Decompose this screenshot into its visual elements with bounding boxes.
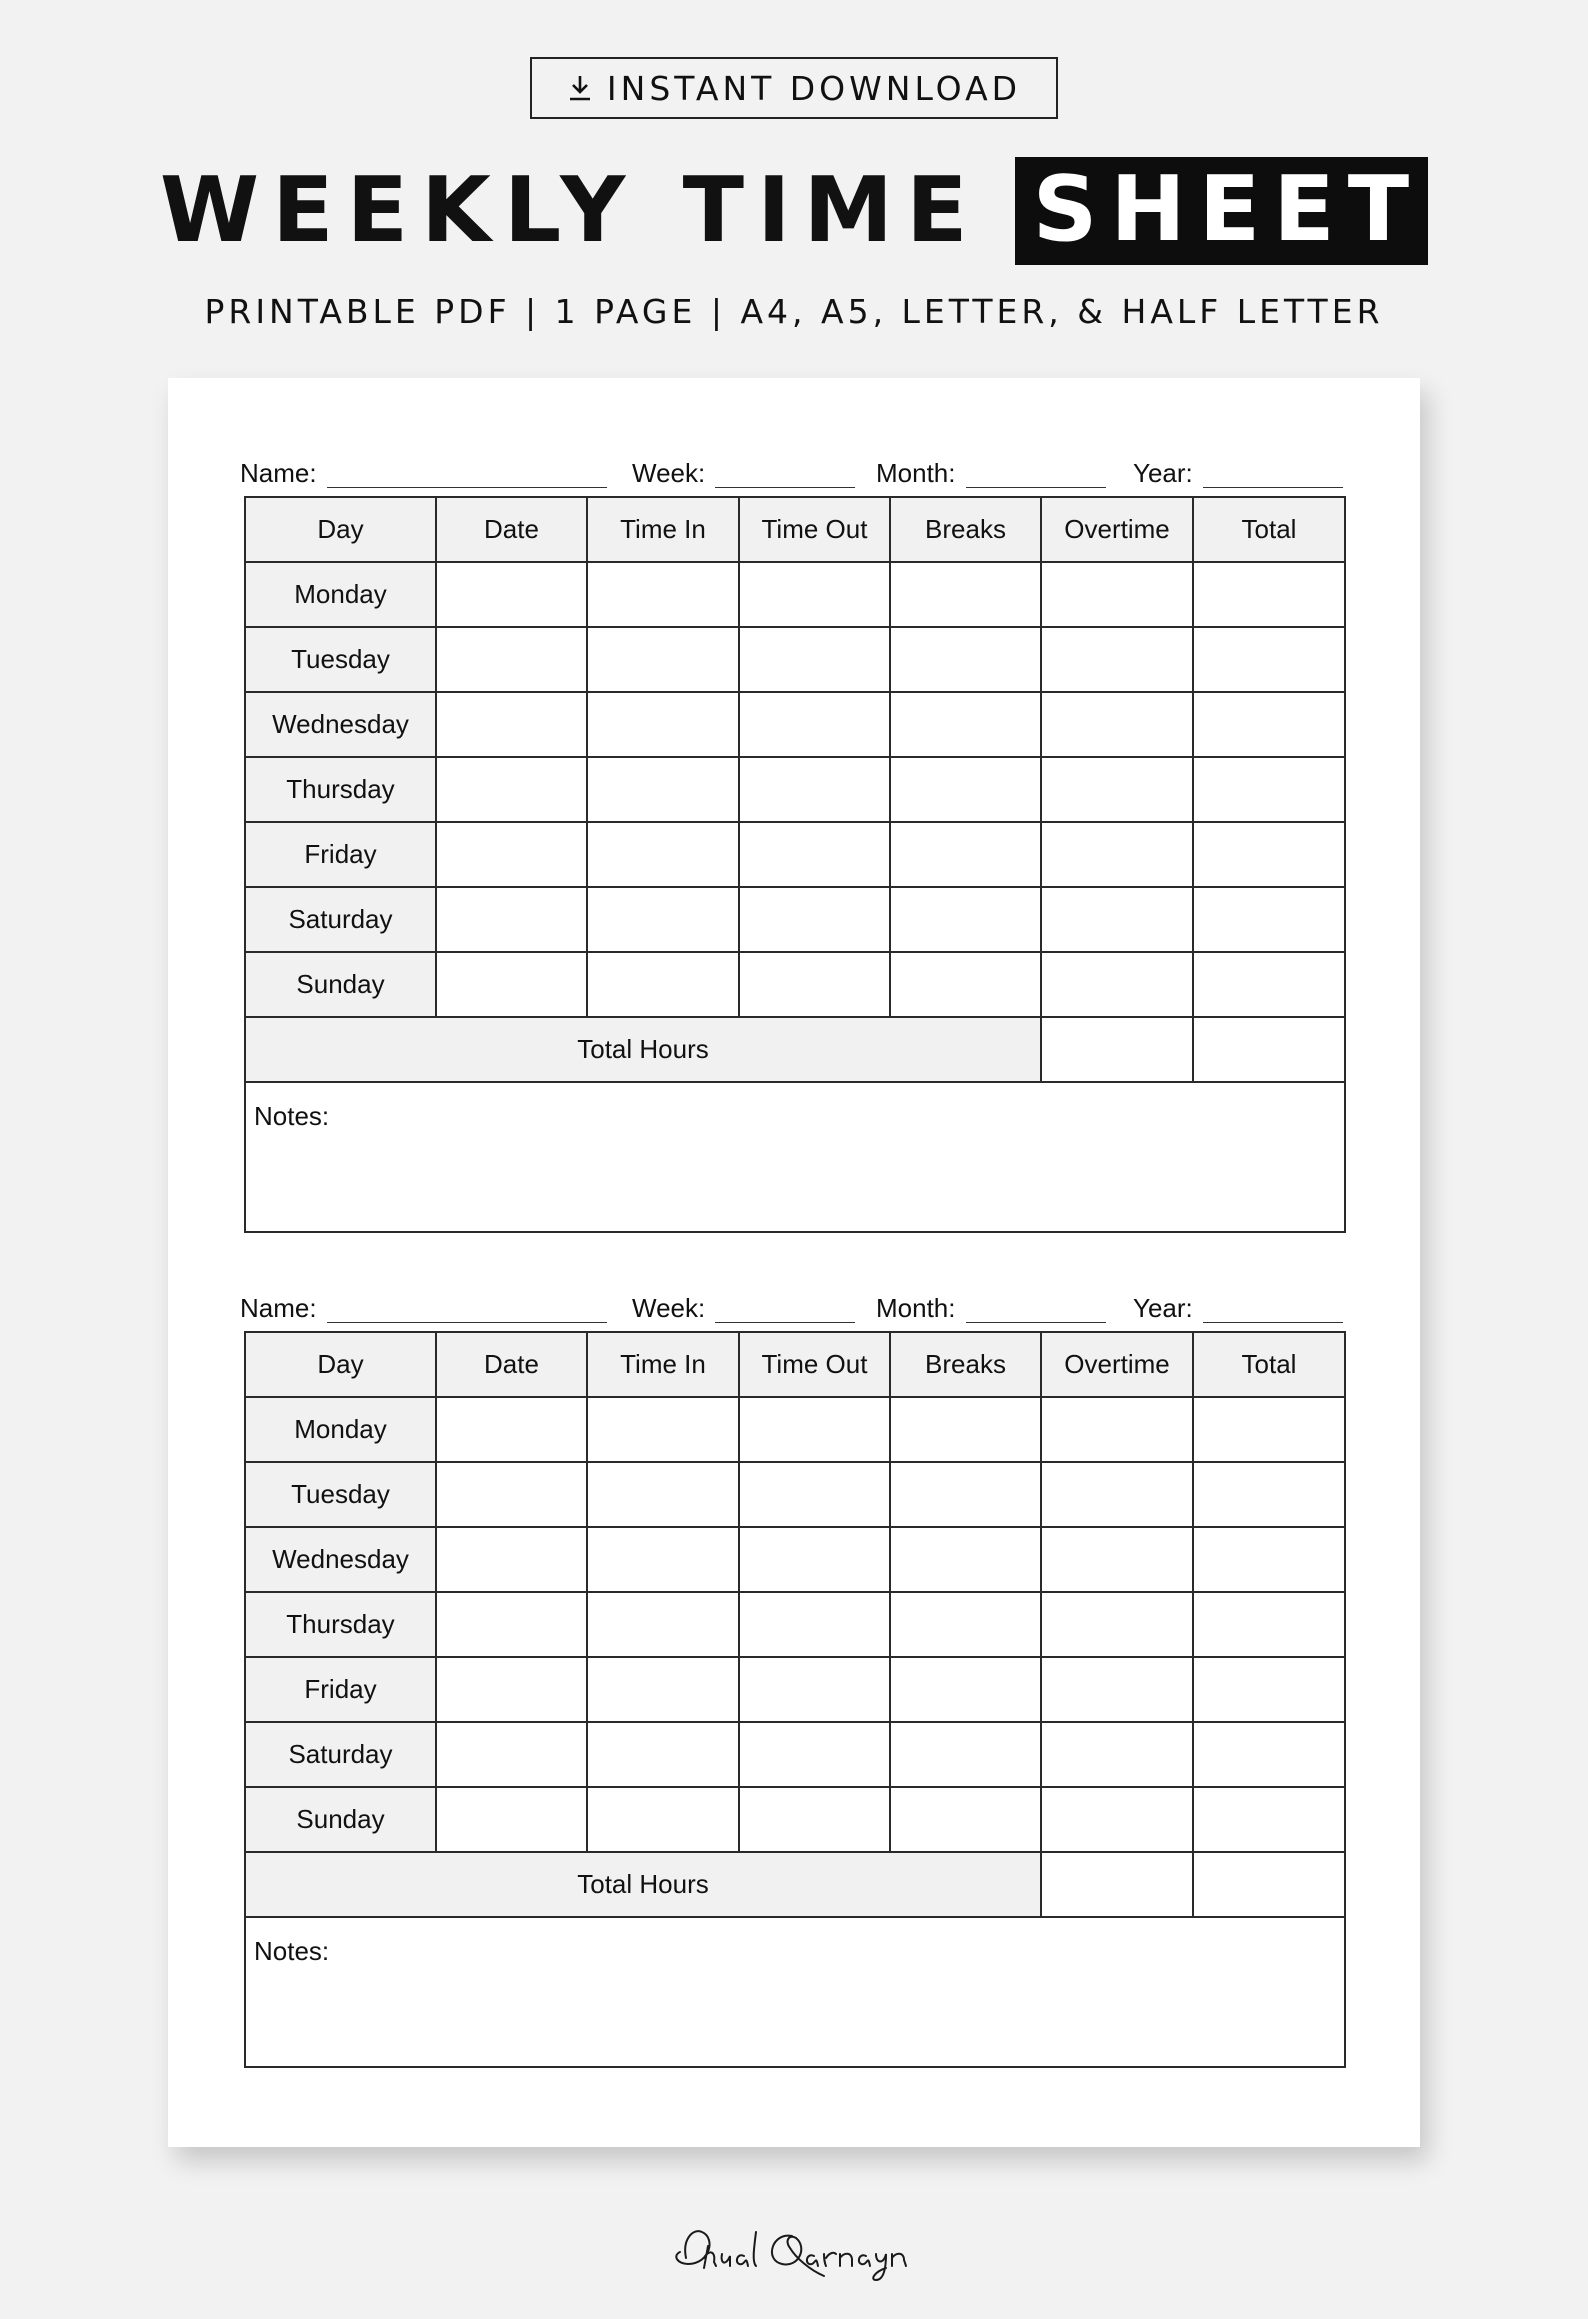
signature-icon xyxy=(664,2218,924,2284)
table-row xyxy=(245,627,1345,692)
entry-cell[interactable] xyxy=(1193,562,1345,627)
total-hours-row xyxy=(245,1017,1345,1082)
table-row xyxy=(245,887,1345,952)
entry-cell[interactable] xyxy=(739,757,890,822)
entry-cell[interactable] xyxy=(739,1722,890,1787)
column-header: Time In xyxy=(587,497,739,562)
column-header: Time Out xyxy=(739,1332,890,1397)
entry-cell[interactable] xyxy=(1193,1527,1345,1592)
week-label: Week: xyxy=(632,1293,706,1323)
entry-cell[interactable] xyxy=(890,627,1041,692)
day-label: Sunday xyxy=(245,1787,436,1852)
entry-cell[interactable] xyxy=(436,1657,587,1722)
year-label: Year: xyxy=(1133,458,1193,488)
day-label: Saturday xyxy=(245,887,436,952)
notes-box[interactable] xyxy=(245,1082,1345,1232)
entry-cell[interactable] xyxy=(1041,692,1193,757)
entry-cell[interactable] xyxy=(587,1397,739,1462)
day-label: Monday xyxy=(245,562,436,627)
day-label: Saturday xyxy=(245,1722,436,1787)
entry-cell[interactable] xyxy=(1041,822,1193,887)
page-subtitle: PRINTABLE PDF | 1 PAGE | A4, A5, LETTER, & HALF LETTER xyxy=(204,292,1384,331)
entry-cell[interactable] xyxy=(587,1722,739,1787)
week-field[interactable] xyxy=(632,1283,855,1323)
name-field[interactable] xyxy=(240,1283,607,1323)
notes-row xyxy=(245,1917,1345,2067)
entry-cell[interactable] xyxy=(739,822,890,887)
entry-cell[interactable] xyxy=(436,822,587,887)
entry-cell[interactable] xyxy=(1193,692,1345,757)
day-label: Thursday xyxy=(245,757,436,822)
entry-cell[interactable] xyxy=(1041,1462,1193,1527)
entry-cell[interactable] xyxy=(436,1397,587,1462)
entry-cell[interactable] xyxy=(739,627,890,692)
table-row xyxy=(245,757,1345,822)
entry-cell[interactable] xyxy=(436,887,587,952)
entry-cell[interactable] xyxy=(1041,627,1193,692)
table-row xyxy=(245,1722,1345,1787)
entry-cell[interactable] xyxy=(1193,1722,1345,1787)
week-input-line[interactable] xyxy=(715,457,855,488)
entry-cell[interactable] xyxy=(1193,627,1345,692)
entry-cell[interactable] xyxy=(436,1527,587,1592)
year-input-line[interactable] xyxy=(1203,1292,1343,1323)
table-row xyxy=(245,692,1345,757)
entry-cell[interactable] xyxy=(739,562,890,627)
column-header: Day xyxy=(245,1332,436,1397)
timesheet-table xyxy=(244,1331,1346,2068)
entry-cell[interactable] xyxy=(436,757,587,822)
entry-cell[interactable] xyxy=(436,627,587,692)
entry-cell[interactable] xyxy=(890,562,1041,627)
entry-cell[interactable] xyxy=(587,757,739,822)
entry-cell[interactable] xyxy=(1041,1592,1193,1657)
table-row xyxy=(245,1397,1345,1462)
entry-cell[interactable] xyxy=(436,1592,587,1657)
total-hours-row xyxy=(245,1852,1345,1917)
entry-cell[interactable] xyxy=(436,1787,587,1852)
name-label: Name: xyxy=(240,1293,317,1323)
year-input-line[interactable] xyxy=(1203,457,1343,488)
entry-cell[interactable] xyxy=(1041,1787,1193,1852)
name-input-line[interactable] xyxy=(327,457,607,488)
entry-cell[interactable] xyxy=(1041,1397,1193,1462)
entry-cell[interactable] xyxy=(890,1722,1041,1787)
month-label: Month: xyxy=(876,1293,956,1323)
notes-label: Notes: xyxy=(254,1101,330,1131)
day-label: Thursday xyxy=(245,1592,436,1657)
entry-cell[interactable] xyxy=(739,1787,890,1852)
badge-label: INSTANT DOWNLOAD xyxy=(606,68,1022,108)
day-label: Friday xyxy=(245,1657,436,1722)
timesheet-table xyxy=(244,496,1346,1233)
header-fields xyxy=(240,1283,1344,1331)
column-header: Total xyxy=(1193,497,1345,562)
column-header: Overtime xyxy=(1041,497,1193,562)
page-title xyxy=(0,156,1588,266)
entry-cell[interactable] xyxy=(890,692,1041,757)
entry-cell[interactable] xyxy=(587,1657,739,1722)
entry-cell[interactable] xyxy=(1041,562,1193,627)
week-field[interactable] xyxy=(632,448,855,488)
entry-cell[interactable] xyxy=(1041,1722,1193,1787)
notes-box[interactable] xyxy=(245,1917,1345,2067)
entry-cell[interactable] xyxy=(436,952,587,1017)
entry-cell[interactable] xyxy=(587,952,739,1017)
entry-cell[interactable] xyxy=(436,1722,587,1787)
day-label: Tuesday xyxy=(245,1462,436,1527)
column-header: Day xyxy=(245,497,436,562)
entry-cell[interactable] xyxy=(1193,822,1345,887)
entry-cell[interactable] xyxy=(1041,952,1193,1017)
timesheet-2 xyxy=(240,1283,1344,2068)
week-label: Week: xyxy=(632,458,706,488)
column-header: Overtime xyxy=(1041,1332,1193,1397)
entry-cell[interactable] xyxy=(739,1397,890,1462)
day-label: Monday xyxy=(245,1397,436,1462)
month-input-line[interactable] xyxy=(966,457,1106,488)
column-header: Breaks xyxy=(890,1332,1041,1397)
notes-label: Notes: xyxy=(254,1936,330,1966)
column-header: Date xyxy=(436,497,587,562)
column-header: Time In xyxy=(587,1332,739,1397)
entry-cell[interactable] xyxy=(587,1592,739,1657)
entry-cell[interactable] xyxy=(1041,887,1193,952)
entry-cell[interactable] xyxy=(890,757,1041,822)
table-header-row xyxy=(245,497,1345,562)
name-label: Name: xyxy=(240,458,317,488)
entry-cell[interactable] xyxy=(1193,1592,1345,1657)
instant-download-badge[interactable] xyxy=(530,57,1058,119)
entry-cell[interactable] xyxy=(1041,757,1193,822)
year-field[interactable] xyxy=(1133,1283,1343,1323)
entry-cell[interactable] xyxy=(890,1787,1041,1852)
table-row xyxy=(245,1657,1345,1722)
entry-cell[interactable] xyxy=(739,887,890,952)
entry-cell[interactable] xyxy=(1041,1527,1193,1592)
name-field[interactable] xyxy=(240,448,607,488)
table-row xyxy=(245,952,1345,1017)
entry-cell[interactable] xyxy=(890,1397,1041,1462)
month-input-line[interactable] xyxy=(966,1292,1106,1323)
day-label: Wednesday xyxy=(245,692,436,757)
entry-cell[interactable] xyxy=(587,822,739,887)
entry-cell[interactable] xyxy=(739,692,890,757)
entry-cell[interactable] xyxy=(1193,1397,1345,1462)
entry-cell[interactable] xyxy=(587,1787,739,1852)
entry-cell[interactable] xyxy=(436,562,587,627)
entry-cell[interactable] xyxy=(739,952,890,1017)
day-label: Friday xyxy=(245,822,436,887)
total-hours-label: Total Hours xyxy=(245,1852,1041,1917)
day-label: Sunday xyxy=(245,952,436,1017)
entry-cell[interactable] xyxy=(890,1592,1041,1657)
table-row xyxy=(245,1527,1345,1592)
entry-cell[interactable] xyxy=(890,887,1041,952)
table-row xyxy=(245,822,1345,887)
notes-row xyxy=(245,1082,1345,1232)
entry-cell[interactable] xyxy=(739,1527,890,1592)
entry-cell[interactable] xyxy=(1193,1462,1345,1527)
entry-cell[interactable] xyxy=(890,1462,1041,1527)
entry-cell[interactable] xyxy=(739,1592,890,1657)
total-overtime-cell[interactable] xyxy=(1041,1852,1193,1917)
entry-cell[interactable] xyxy=(587,887,739,952)
column-header: Date xyxy=(436,1332,587,1397)
entry-cell[interactable] xyxy=(1193,1787,1345,1852)
table-row xyxy=(245,562,1345,627)
entry-cell[interactable] xyxy=(890,822,1041,887)
week-input-line[interactable] xyxy=(715,1292,855,1323)
column-header: Breaks xyxy=(890,497,1041,562)
month-label: Month: xyxy=(876,458,956,488)
entry-cell[interactable] xyxy=(890,952,1041,1017)
total-hours-cell[interactable] xyxy=(1193,1852,1345,1917)
entry-cell[interactable] xyxy=(1193,887,1345,952)
entry-cell[interactable] xyxy=(587,1527,739,1592)
header-fields xyxy=(240,448,1344,496)
table-row xyxy=(245,1462,1345,1527)
entry-cell[interactable] xyxy=(1193,952,1345,1017)
download-icon xyxy=(567,74,593,102)
title-highlight: SHEET xyxy=(1015,157,1429,265)
entry-cell[interactable] xyxy=(1193,757,1345,822)
entry-cell[interactable] xyxy=(587,1462,739,1527)
table-row xyxy=(245,1787,1345,1852)
total-hours-label: Total Hours xyxy=(245,1017,1041,1082)
title-main: WEEKLY TIME xyxy=(159,158,981,263)
brand-signature-logo xyxy=(0,2218,1588,2289)
table-row xyxy=(245,1592,1345,1657)
month-field[interactable] xyxy=(876,1283,1106,1323)
timesheet-1 xyxy=(240,448,1344,1233)
entry-cell[interactable] xyxy=(587,562,739,627)
entry-cell[interactable] xyxy=(890,1657,1041,1722)
column-header: Time Out xyxy=(739,497,890,562)
day-label: Tuesday xyxy=(245,627,436,692)
column-header: Total xyxy=(1193,1332,1345,1397)
entry-cell[interactable] xyxy=(436,692,587,757)
year-label: Year: xyxy=(1133,1293,1193,1323)
day-label: Wednesday xyxy=(245,1527,436,1592)
entry-cell[interactable] xyxy=(436,1462,587,1527)
name-input-line[interactable] xyxy=(327,1292,607,1323)
entry-cell[interactable] xyxy=(890,1527,1041,1592)
entry-cell[interactable] xyxy=(587,627,739,692)
entry-cell[interactable] xyxy=(739,1462,890,1527)
total-overtime-cell[interactable] xyxy=(1041,1017,1193,1082)
year-field[interactable] xyxy=(1133,448,1343,488)
entry-cell[interactable] xyxy=(587,692,739,757)
entry-cell[interactable] xyxy=(1193,1657,1345,1722)
entry-cell[interactable] xyxy=(1041,1657,1193,1722)
month-field[interactable] xyxy=(876,448,1106,488)
entry-cell[interactable] xyxy=(739,1657,890,1722)
timesheet-paper xyxy=(168,378,1420,2147)
table-header-row xyxy=(245,1332,1345,1397)
total-hours-cell[interactable] xyxy=(1193,1017,1345,1082)
